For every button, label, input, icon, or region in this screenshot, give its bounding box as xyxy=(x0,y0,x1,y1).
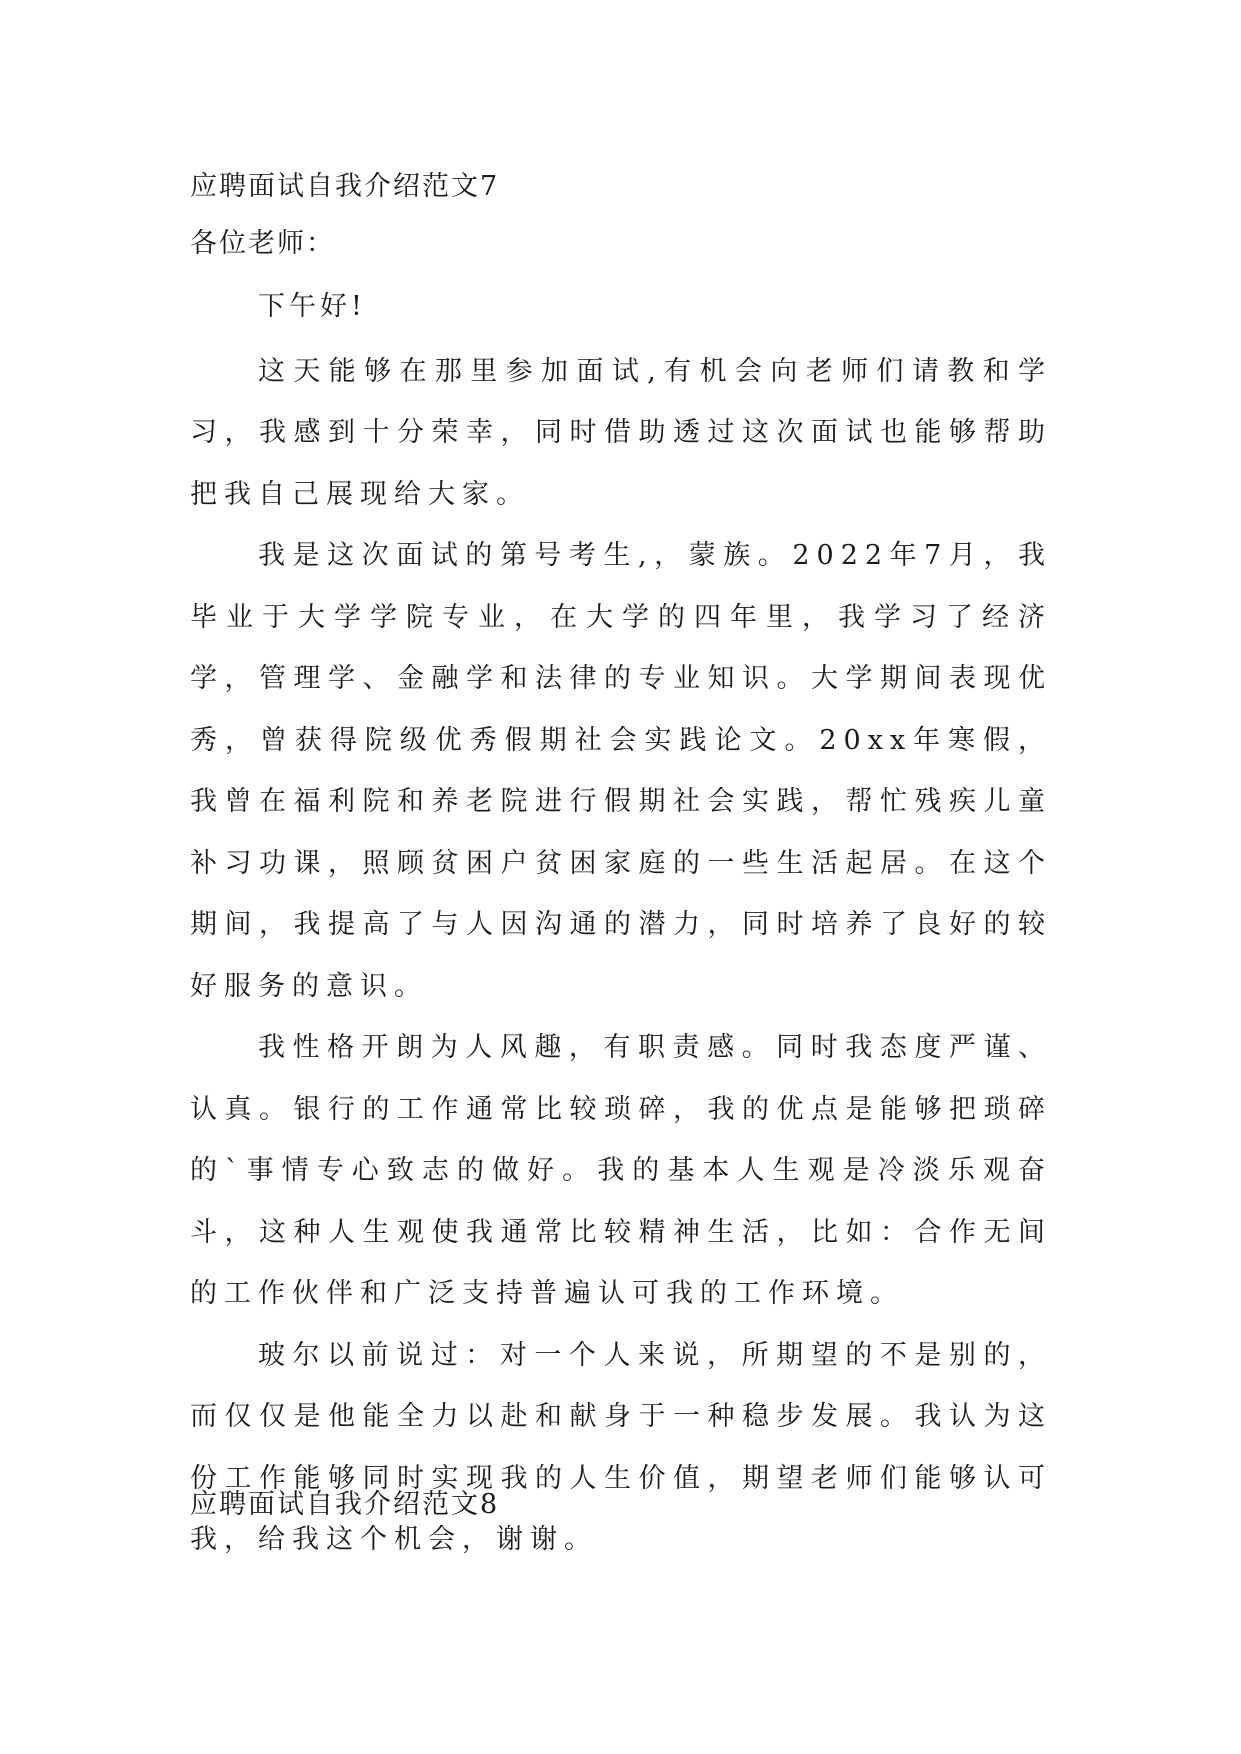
salutation: 各位老师： xyxy=(190,228,335,259)
paragraph-closing: 玻尔以前说过：对一个人来说，所期望的不是别的，而仅仅是他能全力以赴和献身于一种稳步发展。我认为这份工作能够同时实现我的人生价值，期望老师们能够认可我，给我这个机会，谢谢。 xyxy=(190,1339,1052,1555)
paragraph-intro: 这天能够在那里参加面试,有机会向老师们请教和学习，我感到十分荣幸，同时借助透过这次面试也能够帮助把我自己展现给大家。 xyxy=(190,355,1052,510)
document-body xyxy=(190,158,1052,1571)
paragraph-background: 我是这次面试的第号考生,，蒙族。2022年7月，我毕业于大学学院专业，在大学的四年里，我学习了经济学，管理学、金融学和法律的专业知识。大学期间表现优秀，曾获得院级优秀假期社会实践论文。20xx年寒假，我曾在福利院和养老院进行假期社会实践，帮忙残疾儿童补习功课，照顾贫困户贫困家庭的一些生活起居。在这个期间，我提高了与人因沟通的潜力，同时培养了良好的较好服务的意识。 xyxy=(190,540,1052,1002)
next-section-title: 应聘面试自我介绍范文8 xyxy=(190,1489,500,1520)
greeting: 下午好! xyxy=(258,291,366,322)
paragraph-personality: 我性格开朗为人风趣，有职责感。同时我态度严谨、认真。银行的工作通常比较琐碎，我的优点是能够把琐碎的`事情专心致志的做好。我的基本人生观是冷淡乐观奋斗，这种人生观使我通常比较精神生活，比如：合作无间的工作伙伴和广泛支持普遍认可我的工作环境。 xyxy=(190,1032,1052,1309)
section-title: 应聘面试自我介绍范文7 xyxy=(190,171,500,202)
